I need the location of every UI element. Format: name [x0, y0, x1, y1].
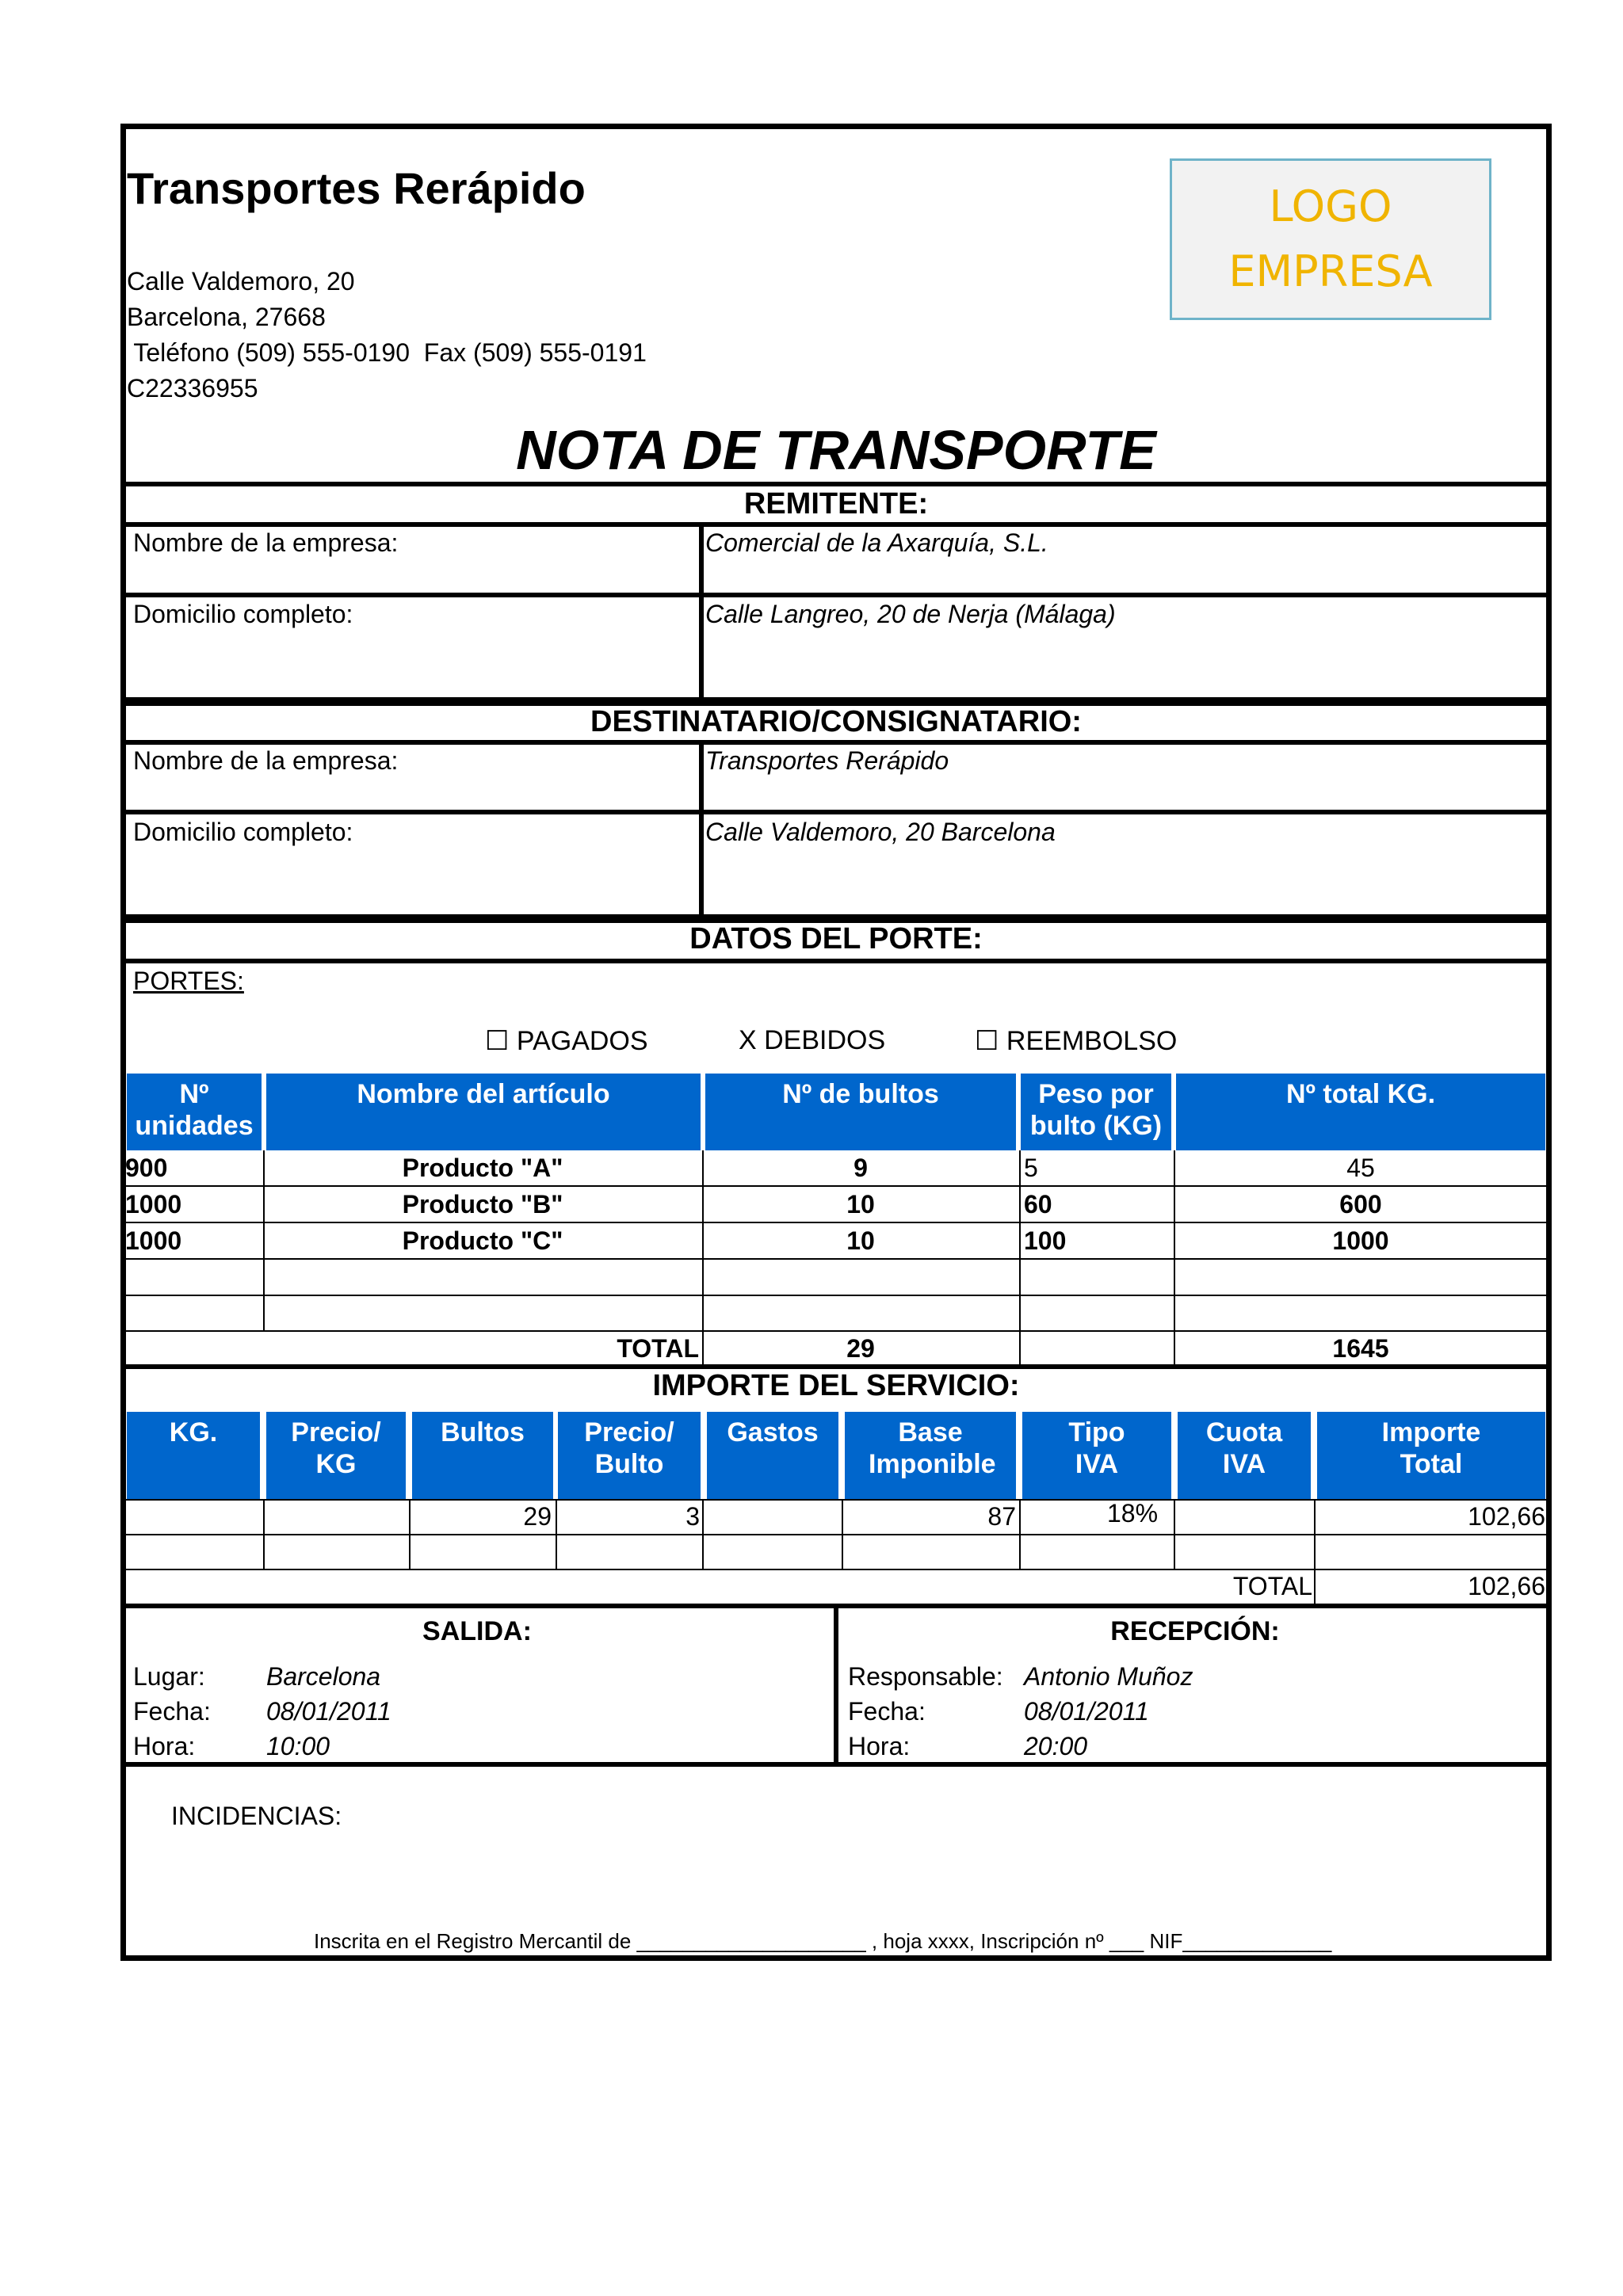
porte-heading: DATOS DEL PORTE:	[689, 922, 983, 955]
recepcion-responsable-label: Responsable:	[848, 1662, 1003, 1691]
salida-lugar-value: Barcelona	[266, 1662, 381, 1691]
destinatario-heading: DESTINATARIO/CONSIGNATARIO:	[590, 705, 1082, 738]
address-line-1: Calle Valdemoro, 20	[127, 267, 355, 296]
header-kg: KG.	[127, 1412, 260, 1499]
porte-total-label: TOTAL	[617, 1334, 699, 1363]
header-gastos: Gastos	[707, 1412, 838, 1499]
header-precio-kg: Precio/ KG	[266, 1412, 406, 1499]
importe-total-value: 102,66	[1468, 1572, 1545, 1600]
remitente-heading: REMITENTE:	[743, 487, 929, 521]
recepcion-hora-value: 20:00	[1024, 1732, 1088, 1760]
salida-hora-label: Hora:	[133, 1732, 196, 1760]
destinatario-name-value: Transportes Rerápido	[705, 746, 949, 775]
header-units: Nº unidades	[127, 1074, 262, 1150]
registro-mercantil-note: Inscrita en el Registro Mercantil de ____________________ , hoja xxxx, Inscripción nº ___ NIF_____________	[314, 1929, 1332, 1953]
importe-total-label: TOTAL	[1232, 1572, 1312, 1600]
importe-heading: IMPORTE DEL SERVICIO:	[652, 1369, 1020, 1402]
recepcion-fecha-label: Fecha:	[848, 1697, 926, 1726]
salida-fecha-label: Fecha:	[133, 1697, 211, 1726]
header-base-imponible: Base Imponible	[845, 1412, 1016, 1499]
header-tipo-iva: Tipo IVA	[1022, 1412, 1171, 1499]
remitente-name-value: Comercial de la Axarquía, S.L.	[705, 528, 1048, 557]
porte-total-kg: 1645	[1332, 1334, 1389, 1363]
portes-label: PORTES:	[133, 967, 244, 995]
remitente-name-label: Nombre de la empresa:	[133, 528, 399, 557]
recepcion-responsable-value: Antonio Muñoz	[1024, 1662, 1193, 1691]
header-bultos-importe: Bultos	[412, 1412, 553, 1499]
destinatario-address-label: Domicilio completo:	[133, 818, 353, 846]
salida-hora-value: 10:00	[266, 1732, 330, 1760]
incidencias-label: INCIDENCIAS:	[171, 1802, 342, 1830]
recepcion-heading: RECEPCIÓN:	[1110, 1616, 1280, 1646]
salida-fecha-value: 08/01/2011	[266, 1697, 391, 1726]
company-name: Transportes Rerápido	[127, 163, 586, 213]
option-reembolso: ☐ REEMBOLSO	[975, 1026, 1178, 1056]
porte-total-bultos: 29	[846, 1334, 875, 1363]
option-debidos: X DEBIDOS	[739, 1025, 886, 1055]
remitente-address-label: Domicilio completo:	[133, 600, 353, 628]
header-article: Nombre del artículo	[266, 1074, 701, 1150]
remitente-address-value: Calle Langreo, 20 de Nerja (Málaga)	[705, 600, 1116, 628]
phone-fax: Teléfono (509) 555-0190 Fax (509) 555-0191	[127, 338, 647, 367]
tax-id: C22336955	[127, 374, 258, 402]
address-line-2: Barcelona, 27668	[127, 303, 326, 331]
header-importe-total: Importe Total	[1317, 1412, 1545, 1499]
header-bultos: Nº de bultos	[705, 1074, 1016, 1150]
option-pagados: ☐ PAGADOS	[485, 1026, 648, 1056]
destinatario-name-label: Nombre de la empresa:	[133, 746, 399, 775]
header-total-kg: Nº total KG.	[1176, 1074, 1545, 1150]
destinatario-address-value: Calle Valdemoro, 20 Barcelona	[705, 818, 1056, 846]
company-logo: LOGO EMPRESA	[1170, 158, 1491, 320]
salida-lugar-label: Lugar:	[133, 1662, 205, 1691]
salida-heading: SALIDA:	[422, 1616, 532, 1646]
company-address	[127, 264, 647, 406]
header-precio-bulto: Precio/ Bulto	[558, 1412, 701, 1499]
recepcion-hora-label: Hora:	[848, 1732, 911, 1760]
header-cuota-iva: Cuota IVA	[1178, 1412, 1311, 1499]
page-title: NOTA DE TRANSPORTE	[516, 419, 1156, 481]
header-peso: Peso por bulto (KG)	[1021, 1074, 1171, 1150]
recepcion-fecha-value: 08/01/2011	[1024, 1697, 1149, 1726]
